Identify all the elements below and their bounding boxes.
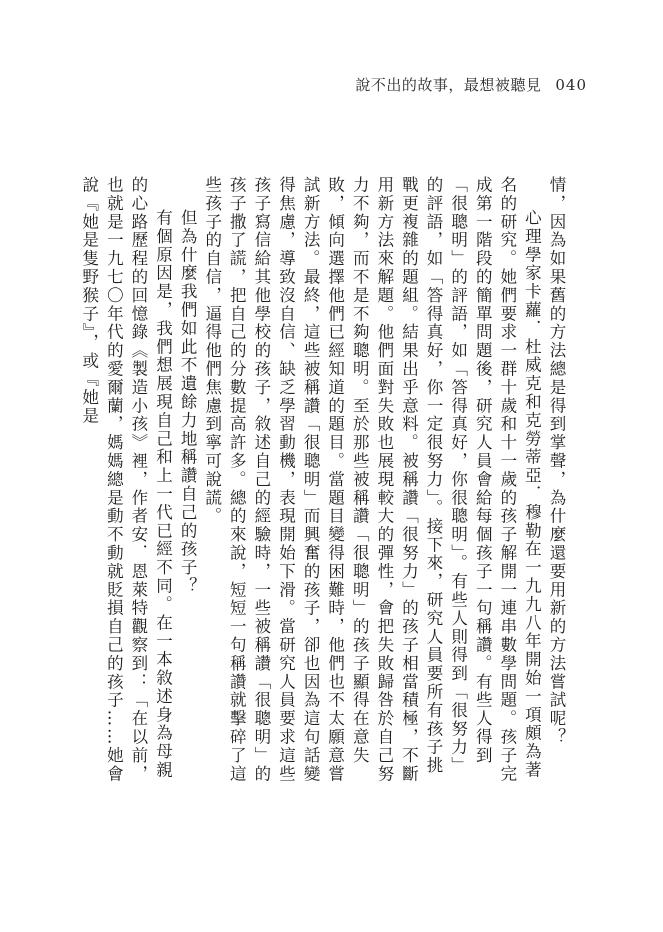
paragraph-2: 心理學家卡蘿．杜威克和克勞蒂亞．穆勒在一九九八年開始一項頗為著名的研究。她們要求一群十歲和十一歲的孩子解開一連串數學問題。孩子完成第一階段的簡單問題後，研究人員會給每個孩子一句稱讚。有些人得到「很聰明」的評語，如「答得真好，你很聰明」。有些人則得到「很努力」的評語，如「答得真好，你一定很努力」。接下來，研究人員要所有孩子挑戰更複雜的題組。結果出乎意料。被稱讚「很努力」的孩子相當積極，不斷用新方法來解題。他們面對失敗也展現較大的彈性，會把失敗歸咎於自己努力不夠，而不是不夠聰明。至於那些被稱讚「很聰明」的孩子顯得在意失敗，傾向選擇他們已經知道的題目。當題目變得困難時，他們也不太願意嘗試新方法。最終，這些被稱讚「很聰明」而興奮的孩子，卻也因為這句話變得焦慮，導致沒自信、缺乏學習動機，表現開始下滑。當研究人員要求這些孩子寫信給其他學校的孩子，敘述自己的經驗時，一些被稱讚「很聰明」的孩子撒了謊，把自己的分數提高許多。總的來說，短短一句稱讚就擊碎了這些孩子的自信，逼得他們焦慮到寧可說謊。 — [202, 176, 542, 784]
page-number: 040 — [555, 76, 587, 94]
paragraph-4: 有個原因是，我們想展現自己和上一代已經不同。在一本敘述身為母親的心路歷程的回憶錄《製造小孩》裡，作者安．恩萊特觀察到：「在以前，也就是一九七〇年代的愛爾蘭，媽媽總是動不動就貶損自己的孩子……她會說『她是隻野猴子』，或『她是 — [79, 176, 173, 784]
paragraph-1: 情，因為如果舊的方法總是得到掌聲，為什麼還要用新的方法嘗試呢？ — [547, 176, 566, 747]
running-head — [355, 74, 587, 95]
book-title: 說不出的故事，最想被聽見 — [355, 76, 542, 94]
paragraph-3: 但為什麼我們如此不遺餘力地稱讚自己的孩子？ — [178, 209, 198, 596]
body-text — [76, 176, 568, 788]
